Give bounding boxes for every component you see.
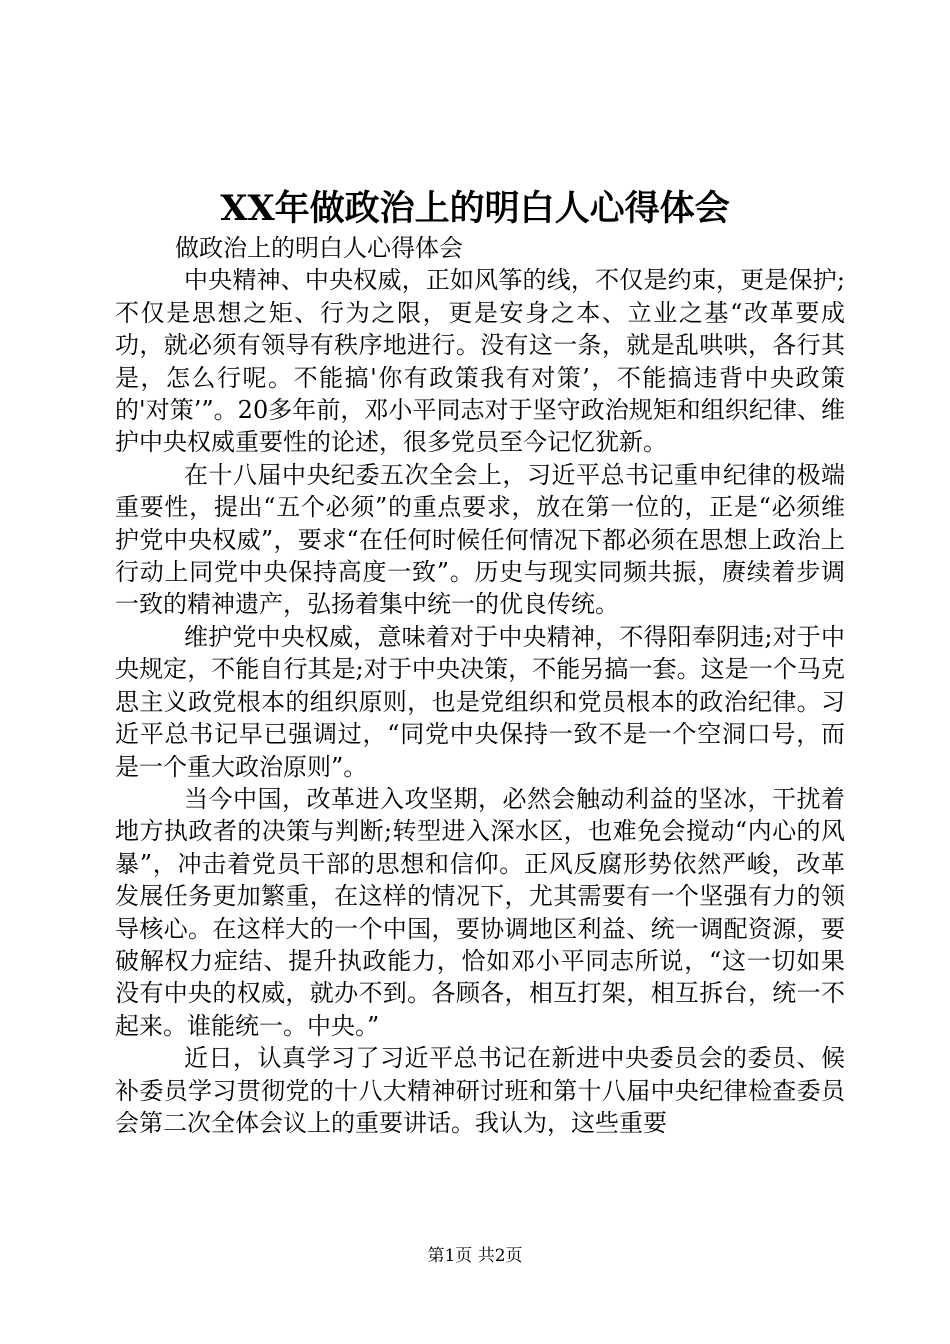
- paragraph-4: 当今中国，改革进入攻坚期，必然会触动利益的坚冰，干扰着地方执政者的决策与判断;转型进入深水区，也难免会搅动“内心的风暴”，冲击着党员干部的思想和信仰。正风反腐形势依然严峻，改革发展任务更加繁重，在这样的情况下，尤其需要有一个坚强有力的领导核心。在这样大的一个中国，要协调地区利益、统一调配资源，要破解权力症结、提升执政能力，恰如邓小平同志所说，“这一切如果没有中央的权威，就办不到。各顾各，相互打架，相互拆台，统一不起来。谁能统一。中央。”: [115, 784, 845, 1040]
- document-title: XX年做政治上的明白人心得体会: [220, 188, 730, 229]
- paragraph-2: 在十八届中央纪委五次全会上，习近平总书记重申纪律的极端重要性，提出“五个必须”的重点要求，放在第一位的，正是“必须维护党中央权威”，要求“在任何时候任何情况下都必须在思想上政治上行动上同党中央保持高度一致”。历史与现实同频共振，赓续着步调一致的精神遗产，弘扬着集中统一的优良传统。: [115, 460, 845, 619]
- document-body: [115, 232, 845, 1139]
- paragraph-5: 近日，认真学习了习近平总书记在新进中央委员会的委员、候补委员学习贯彻党的十八大精神研讨班和第十八届中央纪律检查委员会第二次全体会议上的重要讲话。我认为，这些重要: [115, 1044, 845, 1137]
- page-footer: 第1页 共2页: [427, 1246, 523, 1266]
- paragraph-1: 中央精神、中央权威，正如风筝的线，不仅是约束，更是保护;不仅是思想之矩、行为之限，更是安身之本、立业之基“改革要成功，就必须有领导有秩序地进行。没有这一条，就是乱哄哄，各行其是，怎么行呢。不能搞'你有政策我有对策’，不能搞违背中央政策的'对策’”。20多年前，邓小平同志对于坚守政治规矩和组织纪律、维护中央权威重要性的论述，很多党员至今记忆犹新。: [115, 266, 845, 457]
- paragraph-3: 维护党中央权威，意味着对于中央精神，不得阳奉阴违;对于中央规定，不能自行其是;对于中央决策，不能另搞一套。这是一个马克思主义政党根本的组织原则，也是党组织和党员根本的政治纪律。习近平总书记早已强调过，“同党中央保持一致不是一个空洞口号，而是一个重大政治原则”。: [115, 622, 845, 781]
- document-subtitle: 做政治上的明白人心得体会: [175, 234, 463, 262]
